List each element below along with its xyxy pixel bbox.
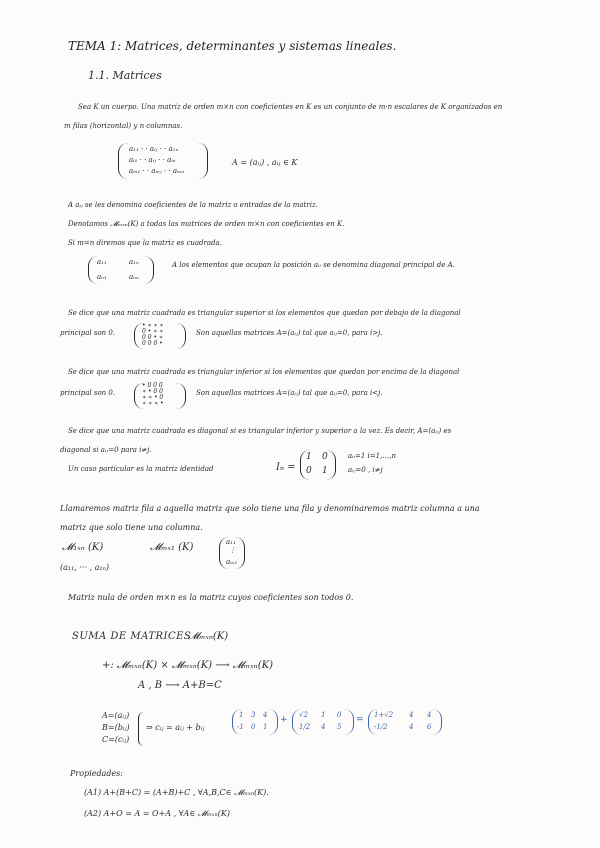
- ex3-21: -1/2: [374, 723, 388, 731]
- ex1-23: 1: [263, 723, 268, 731]
- example-plus: +: [280, 715, 288, 725]
- upper-row-1: • ∗ ∗ ∗: [142, 322, 164, 329]
- lower-line-1: Se dice que una matriz cuadrada es triangular inferior si los elementos que quedan por encima de la diagonal: [68, 368, 460, 376]
- diagonal-line-1: Se dice que una matriz cuadrada es diagonal si es triangular inferior y superior a la vez. Es decir, A=(aᵢⱼ) es: [68, 427, 452, 435]
- def-square: Si m=n diremos que la matriz es cuadrada.: [68, 239, 222, 247]
- ex2-12: 1: [321, 711, 326, 719]
- square-mn1: aₙ₁: [97, 273, 107, 281]
- rowcol-line-2: matriz que solo tiene una columna.: [60, 523, 203, 532]
- ex2-22: 4: [321, 723, 326, 731]
- identity-12: 0: [322, 452, 328, 462]
- properties-heading: Propiedades:: [70, 769, 123, 778]
- column-top: a₁₁: [226, 538, 236, 546]
- upper-row-3: 0 0 • ∗: [142, 334, 163, 341]
- sum-brace: [138, 712, 145, 746]
- ex2-11: √2: [299, 711, 308, 719]
- identity-cond-1: aᵢᵢ=1 i=1,…,n: [348, 452, 397, 460]
- example-matrix-result: [368, 709, 442, 735]
- upper-line-1: Se dice que una matriz cuadrada es triangular superior si los elementos que quedan por debajo de la diagonal: [68, 309, 461, 317]
- upper-condition: Son aquellas matrices A=(aᵢⱼ) tal que aᵢⱼ=0, para i>j.: [196, 329, 383, 337]
- identity-11: 1: [306, 452, 312, 462]
- example-equals: =: [356, 715, 364, 725]
- sum-c: C=(cᵢⱼ): [102, 735, 130, 744]
- ex1-12: 3: [251, 711, 256, 719]
- sum-b: B=(bᵢⱼ): [102, 723, 130, 732]
- identity-matrix: [300, 450, 336, 480]
- sum-a: A=(aᵢⱼ): [102, 711, 130, 720]
- upper-row-2: 0 • ∗ ∗: [142, 328, 164, 335]
- lower-condition: Son aquellas matrices A=(aᵢⱼ) tal que aᵢⱼ=0, para i<j.: [196, 389, 383, 397]
- lower-row-1: • 0 0 0: [142, 382, 163, 389]
- property-a1: (A1) A+(B+C) = (A+B)+C , ∀A,B,C∈ 𝓜ₘₓₙ(K).: [84, 788, 269, 797]
- identity-21: 0: [306, 466, 312, 476]
- identity-cond-2: aᵢⱼ=0 , i≠j: [348, 466, 383, 474]
- general-matrix-row-2: aᵢ₁ · · aᵢⱼ · · aᵢₙ: [129, 156, 176, 164]
- sum-heading: SUMA DE MATRICES: [72, 631, 192, 642]
- ex1-21: -1: [237, 723, 244, 731]
- matrix-notation: A = (aᵢⱼ) , aᵢⱼ ∈ K: [232, 158, 298, 167]
- lower-prefix: principal son 0.: [60, 389, 116, 397]
- column-space: 𝓜ₘₓ₁ (K): [150, 542, 194, 553]
- ex2-21: 1/2: [299, 723, 311, 731]
- general-matrix-row-3: aₘ₁ · · aₘⱼ · · aₘₙ: [129, 167, 185, 175]
- ex1-13: 4: [263, 711, 268, 719]
- example-matrix-1: [232, 709, 278, 735]
- diagonal-line-2: diagonal si aᵢⱼ=0 para i≠j.: [60, 446, 152, 454]
- sum-heading-space: 𝓜ₘₓₙ(K): [188, 631, 229, 642]
- identity-intro: Un caso particular es la matriz identidad: [68, 465, 214, 473]
- sum-operation: +: 𝓜ₘₓₙ(K) × 𝓜ₘₓₙ(K) ⟶ 𝓜ₘₓₙ(K): [102, 660, 273, 671]
- column-example: [219, 537, 245, 569]
- ex3-23: 6: [427, 723, 432, 731]
- ex2-13: 0: [337, 711, 342, 719]
- page-title: TEMA 1: Matrices, determinantes y sistemas lineales.: [68, 39, 397, 53]
- row-example: (a₁₁, ··· , a₁ₙ): [60, 563, 109, 572]
- property-a2: (A2) A+O = A = O+A , ∀A∈ 𝓜ₘₓₙ(K): [84, 809, 230, 818]
- diagonal-def: A los elementos que ocupan la posición aᵢᵢ se denomina diagonal principal de A.: [172, 261, 455, 269]
- general-matrix: [118, 143, 208, 179]
- ex2-23: 5: [337, 723, 342, 731]
- ex1-22: 0: [251, 723, 256, 731]
- intro-line-1: Sea K un cuerpo. Una matriz de orden m×n con coeficientes en K es un conjunto de m·n escalares de K organizados en: [78, 103, 503, 111]
- column-bottom: aₘ₁: [226, 558, 238, 566]
- column-middle: ⋮: [229, 546, 236, 554]
- ex3-22: 4: [409, 723, 414, 731]
- zero-matrix-def: Matriz nula de orden m×n es la matriz cuyos coeficientes son todos 0.: [68, 593, 354, 602]
- upper-row-4: 0 0 0 •: [142, 340, 163, 347]
- sum-rule: ⇒ cᵢⱼ = aᵢⱼ + bᵢⱼ: [146, 723, 205, 732]
- lower-row-3: ∗ ∗ • 0: [142, 394, 164, 401]
- ex1-11: 1: [239, 711, 244, 719]
- def-space: Denotamos 𝓜ₘₓₙ(K) a todas las matrices de orden m×n con coeficientes en K.: [68, 220, 345, 228]
- square-m1n: a₁ₙ: [129, 258, 139, 266]
- lower-row-2: ∗ • 0 0: [142, 388, 163, 395]
- identity-22: 1: [322, 466, 328, 476]
- square-mnn: aₙₙ: [129, 273, 139, 281]
- square-matrix: [88, 256, 154, 284]
- square-m11: a₁₁: [97, 258, 107, 266]
- row-space: 𝓜₁ₓₙ (K): [62, 542, 104, 553]
- upper-triangular-matrix: [134, 323, 186, 349]
- general-matrix-row-1: a₁₁ · · aᵢⱼ · · a₁ₙ: [129, 145, 179, 153]
- sum-map: A , B ⟶ A+B=C: [138, 680, 222, 691]
- rowcol-line-1: Llamaremos matriz fila a aquella matriz que solo tiene una fila y denominaremos matriz columna a una: [60, 504, 480, 513]
- def-coefficients: A aᵢⱼ se les denomina coeficientes de la matriz o entradas de la matriz.: [68, 201, 318, 209]
- lower-triangular-matrix: [134, 383, 186, 409]
- ex3-12: 4: [409, 711, 414, 719]
- ex3-13: 4: [427, 711, 432, 719]
- example-matrix-2: [292, 709, 354, 735]
- ex3-11: 1+√2: [374, 711, 394, 719]
- intro-line-2: m filas (horizontal) y n columnas.: [64, 122, 183, 130]
- identity-label: Iₙ =: [276, 462, 296, 473]
- lower-row-4: ∗ ∗ ∗ •: [142, 400, 164, 407]
- section-heading: 1.1. Matrices: [88, 69, 162, 82]
- upper-prefix: principal son 0.: [60, 329, 116, 337]
